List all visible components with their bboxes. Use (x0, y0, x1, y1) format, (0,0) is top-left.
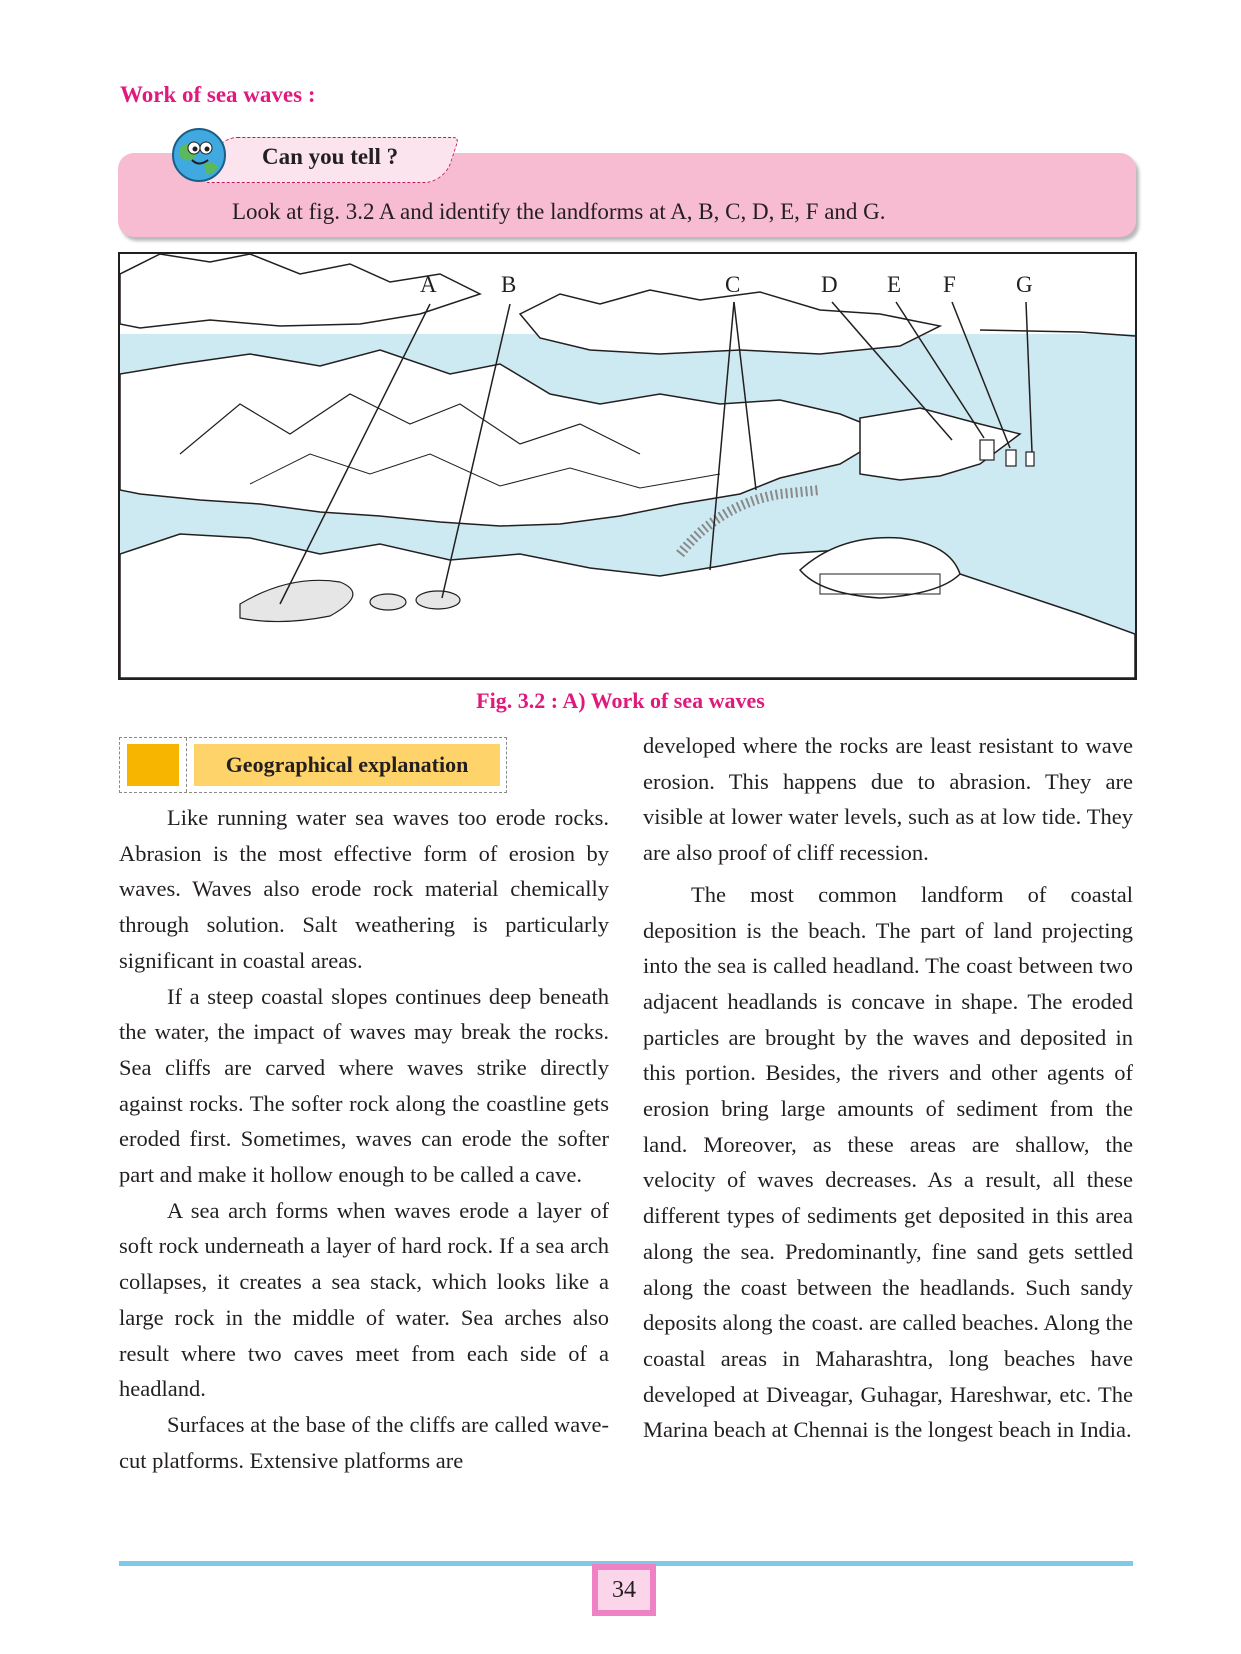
right-paragraph-2: The most common landform of coastal deposition is the beach. The part of land projecting into the sea is called headland. The coast between two adjacent headlands is concave in shape. The eroded particles are brought by the waves and deposited in this portion. Besides, the rivers and other agents of erosion bring large amounts of sediment from the land. Moreover, as these areas are shallow, the velocity of waves decreases. As a result, all these different types of sediments get deposited in this area along the sea. Predominantly, fine sand gets settled along the coast between the headlands. Such sandy deposits along the coast. are called beaches. Along the coastal areas in Maharashtra, long beaches have developed at Diveagar, Guhagar, Hareshwar, etc. The Marina beach at Chennai is the longest beach in India. (643, 881, 1133, 1443)
right-paragraph-1: developed where the rocks are least resistant to wave erosion. This happens due to abrasion. They are visible at lower water levels, such as at low tide. They are also proof of cliff recession. (643, 733, 1133, 866)
left-paragraph-4: Surfaces at the base of the cliffs are called wave-cut platforms. Extensive platforms are (119, 1411, 609, 1473)
page-number-badge (592, 1564, 656, 1616)
globe-mascot-icon (170, 126, 228, 184)
figure-label-g: G (1016, 272, 1033, 297)
explanation-heading-box (119, 737, 507, 793)
coastal-landforms-illustration (120, 254, 1135, 678)
heading-marker-square (127, 744, 179, 786)
figure-label-d: D (821, 272, 838, 297)
heading-divider (186, 738, 187, 792)
figure-label-c: C (725, 272, 741, 297)
right-column-text (643, 728, 1133, 1448)
figure-label-b: B (501, 272, 517, 297)
explanation-heading: Geographical explanation (194, 744, 500, 786)
left-paragraph-3: A sea arch forms when waves erode a layer of soft rock underneath a layer of hard rock. If a sea arch collapses, it creates a sea stack, which looks like a large rock in the middle of water. Sea arches also result where two caves meet from each side of a headland. (119, 1197, 609, 1402)
left-column-text (119, 800, 609, 1478)
can-you-tell-question: Look at fig. 3.2 A and identify the landforms at A, B, C, D, E, F and G. (232, 199, 886, 224)
figure-label-a: A (420, 272, 437, 297)
figure-label-e: E (887, 272, 902, 297)
left-paragraph-1: Like running water sea waves too erode rocks. Abrasion is the most effective form of erosion by waves. Waves also erode rock material chemically through solution. Salt weathering is particularly significant in coastal areas. (119, 805, 609, 973)
can-you-tell-label: Can you tell ? (262, 144, 399, 169)
figure-label-f: F (943, 272, 956, 297)
left-paragraph-2: If a steep coastal slopes continues deep beneath the water, the impact of waves may break the rocks. Sea cliffs are carved where waves strike directly against rocks. The softer rock along the coastline gets eroded first. Sometimes, waves can erode the softer part and make it hollow enough to be called a cave. (119, 983, 609, 1188)
page-number: 34 (598, 1570, 650, 1610)
sea-waves-figure (118, 252, 1137, 680)
figure-caption: Fig. 3.2 : A) Work of sea waves (476, 688, 765, 713)
section-title: Work of sea waves : (120, 82, 316, 107)
